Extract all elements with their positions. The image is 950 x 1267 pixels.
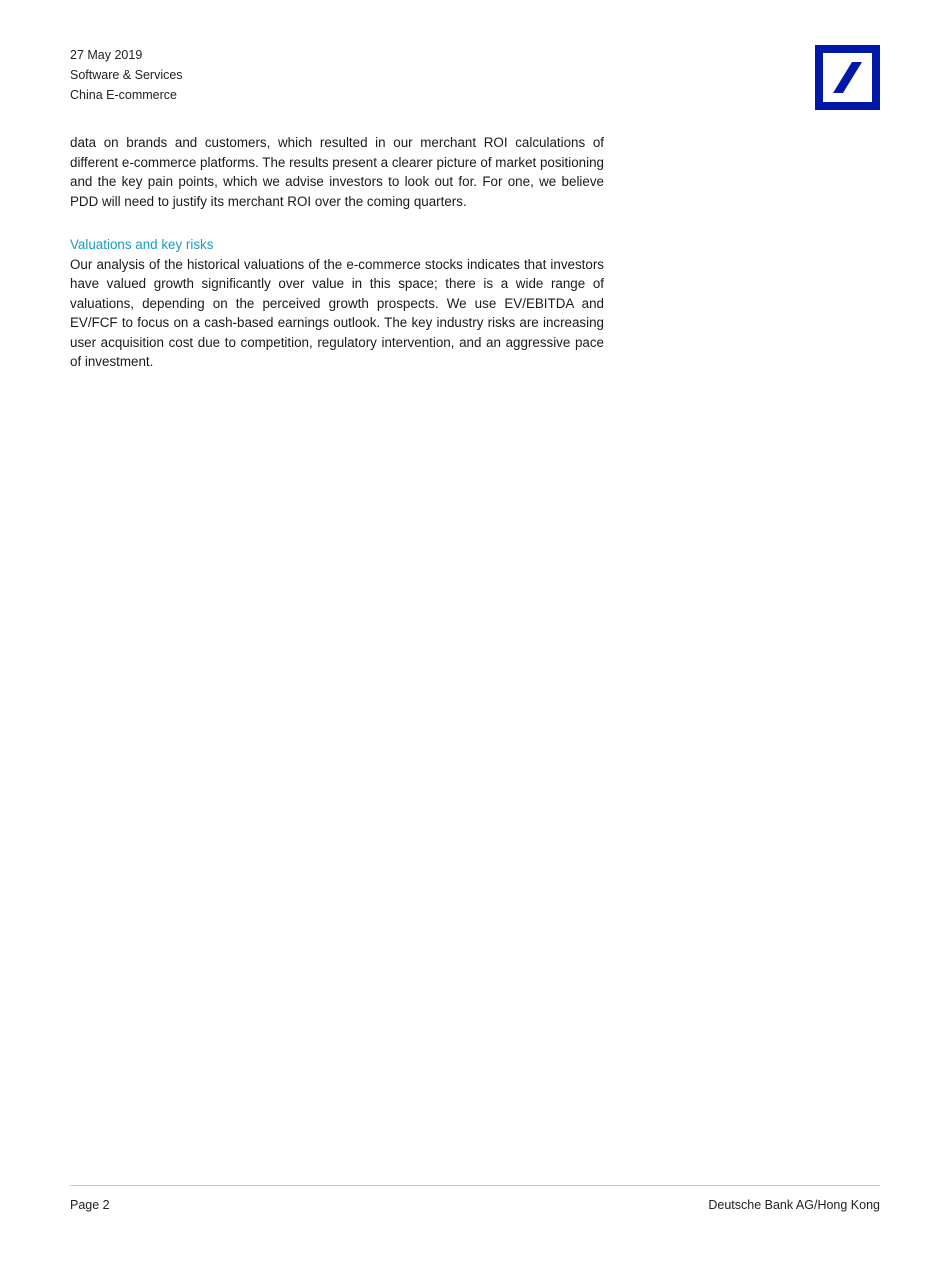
footer-divider	[70, 1185, 880, 1186]
intro-paragraph: data on brands and customers, which resulted in our merchant ROI calculations of different e-commerce platforms. The results present a clearer picture of market positioning and the key pain points, which we advise investors to look out for. For one, we believe PDD will need to justify its merchant ROI over the coming quarters.	[70, 135, 604, 209]
report-sector: Software & Services	[70, 68, 183, 82]
publisher-name: Deutsche Bank AG/Hong Kong	[708, 1198, 880, 1212]
report-topic: China E-commerce	[70, 88, 177, 102]
section-heading: Valuations and key risks	[70, 237, 214, 252]
report-header	[70, 45, 183, 105]
logo-slash-icon	[815, 45, 880, 110]
report-date: 27 May 2019	[70, 48, 143, 62]
main-content	[70, 133, 604, 372]
section-paragraph: Our analysis of the historical valuations of the e-commerce stocks indicates that investors have valued growth significantly over value in this space; there is a wide range of valuations, depending on the perceived growth prospects. We use EV/EBITDA and EV/FCF to focus on a cash-based earnings outlook. The key industry risks are increasing user acquisition cost due to competition, regulatory intervention, and an aggressive pace of investment.	[70, 256, 604, 369]
page-number: Page 2	[70, 1198, 110, 1212]
deutsche-bank-logo-icon	[815, 45, 880, 110]
